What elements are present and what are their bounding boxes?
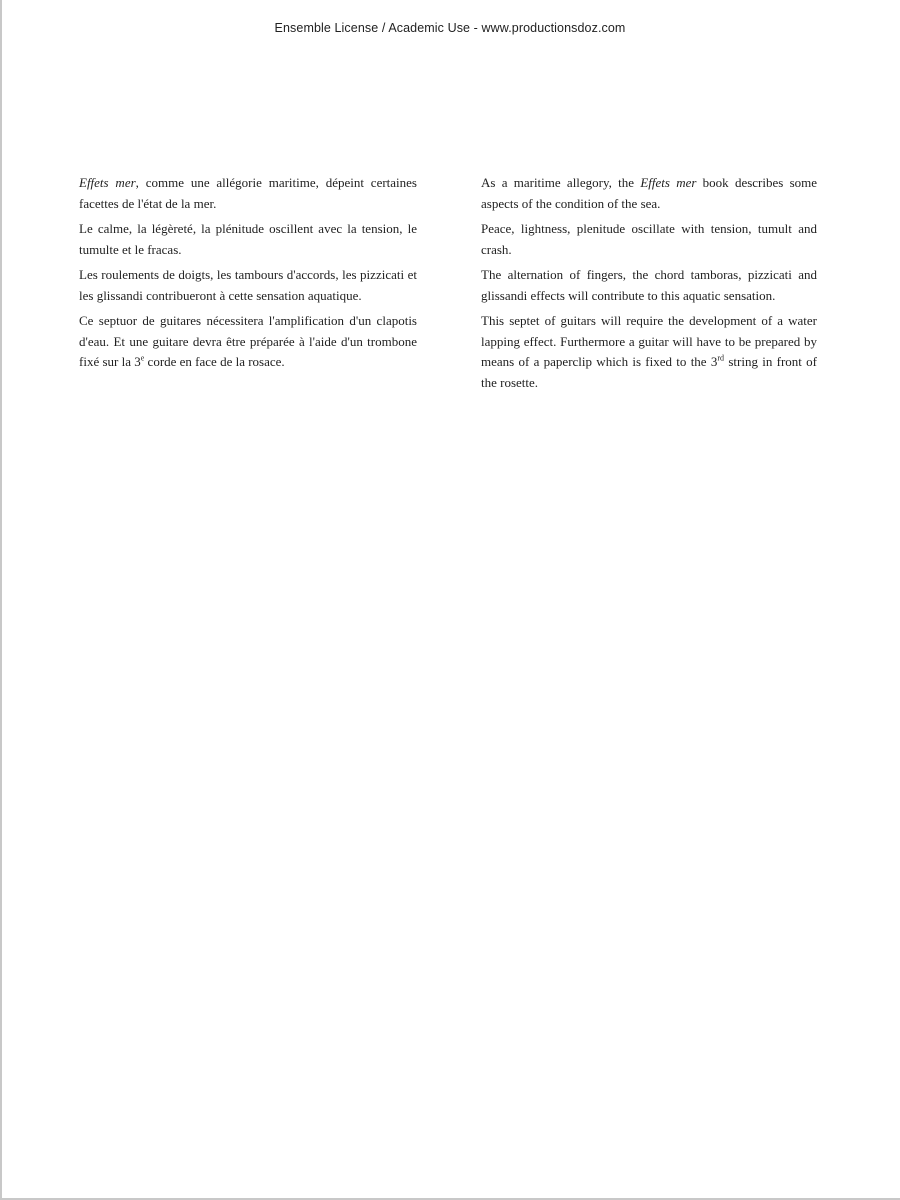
license-header: Ensemble License / Academic Use - www.productionsdoz.com (274, 21, 626, 35)
english-paragraph-1-text-a: As a maritime allegory, the (481, 175, 641, 190)
french-paragraph-4-text-b: corde en face de la rosace. (144, 354, 285, 369)
english-paragraph-4-text-b: string in front of the rosette. (481, 354, 817, 390)
english-paragraph-4-text-a: This septet of guitars will require the development of a water lapping effect. Furthermore a guitar will have to be prepared by means of a paperclip which is fixed to the 3 (481, 313, 817, 369)
english-book-title: Effets mer (640, 175, 697, 190)
english-ordinal-superscript: rd (717, 353, 725, 363)
english-paragraph-4 (481, 311, 817, 393)
french-column (79, 173, 417, 378)
page-edge-left (0, 0, 2, 1200)
french-book-title: Effets mer (79, 175, 136, 190)
english-paragraph-2: Peace, lightness, plenitude oscillate with tension, tumult and crash. (481, 221, 817, 257)
french-paragraph-2: Le calme, la légèreté, la plénitude oscillent avec la tension, le tumulte et le fracas. (79, 221, 417, 257)
french-ordinal-superscript: e (140, 353, 145, 363)
english-paragraph-3: The alternation of fingers, the chord tamboras, pizzicati and glissandi effects will contribute to this aquatic sensation. (481, 267, 817, 303)
french-paragraph-1-text: , comme une allégorie maritime, dépeint certaines facettes de l'état de la mer. (79, 175, 417, 211)
english-column (481, 173, 817, 398)
english-paragraph-1 (481, 173, 817, 214)
french-paragraph-3: Les roulements de doigts, les tambours d'accords, les pizzicati et les glissandi contribueront à cette sensation aquatique. (79, 267, 417, 303)
english-paragraph-1-text-b: book describes some aspects of the condition of the sea. (481, 175, 818, 211)
french-paragraph-4-text-a: Ce septuor de guitares nécessitera l'amplification d'un clapotis d'eau. Et une guitare devra être préparée à l'aide d'un trombone fixé sur la 3 (79, 313, 417, 369)
french-paragraph-4 (79, 311, 417, 373)
french-paragraph-1 (79, 173, 417, 214)
